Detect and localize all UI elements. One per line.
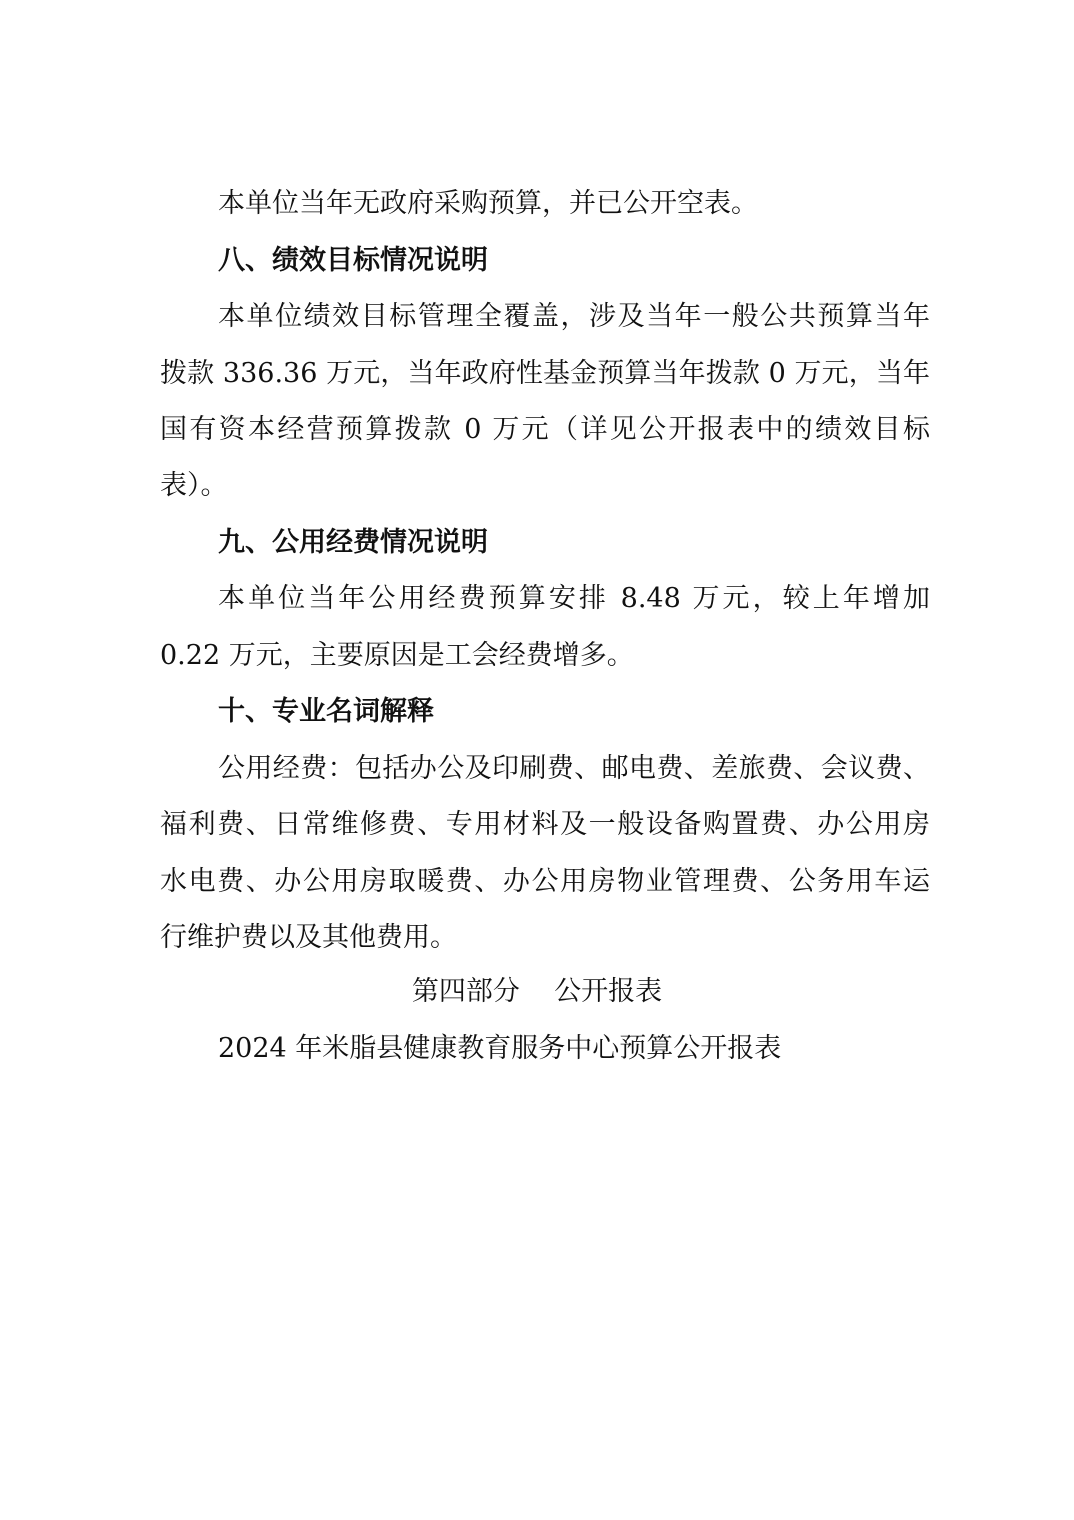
- public-expense-paragraph-line-2: 0.22 万元，主要原因是工会经费增多。: [160, 640, 634, 671]
- part-four-title: 第四部分 公开报表: [411, 976, 663, 1007]
- report-name: 2024 年米脂县健康教育服务中心预算公开报表: [218, 1033, 782, 1064]
- terms-paragraph-line-4: 行维护费以及其他费用。: [160, 922, 457, 953]
- terms-paragraph-line-1: 公用经费：包括办公及印刷费、邮电费、差旅费、会议费、: [218, 753, 930, 784]
- performance-paragraph-line-3: 国有资本经营预算拨款 0 万元（详见公开报表中的绩效目标: [160, 414, 930, 445]
- terms-heading: 十、专业名词解释: [218, 696, 434, 727]
- terms-paragraph-line-2: 福利费、日常维修费、专用材料及一般设备购置费、办公用房: [160, 809, 930, 840]
- procurement-paragraph: 本单位当年无政府采购预算，并已公开空表。: [218, 188, 758, 219]
- public-expense-heading: 九、公用经费情况说明: [218, 527, 488, 558]
- performance-paragraph-line-4: 表）。: [160, 470, 228, 501]
- performance-heading: 八、绩效目标情况说明: [218, 245, 488, 276]
- performance-paragraph-line-1: 本单位绩效目标管理全覆盖，涉及当年一般公共预算当年: [218, 301, 930, 332]
- public-expense-paragraph-line-1: 本单位当年公用经费预算安排 8.48 万元，较上年增加: [218, 583, 930, 614]
- performance-paragraph-line-2: 拨款 336.36 万元，当年政府性基金预算当年拨款 0 万元，当年: [160, 358, 930, 389]
- terms-paragraph-line-3: 水电费、办公用房取暖费、办公用房物业管理费、公务用车运: [160, 866, 930, 897]
